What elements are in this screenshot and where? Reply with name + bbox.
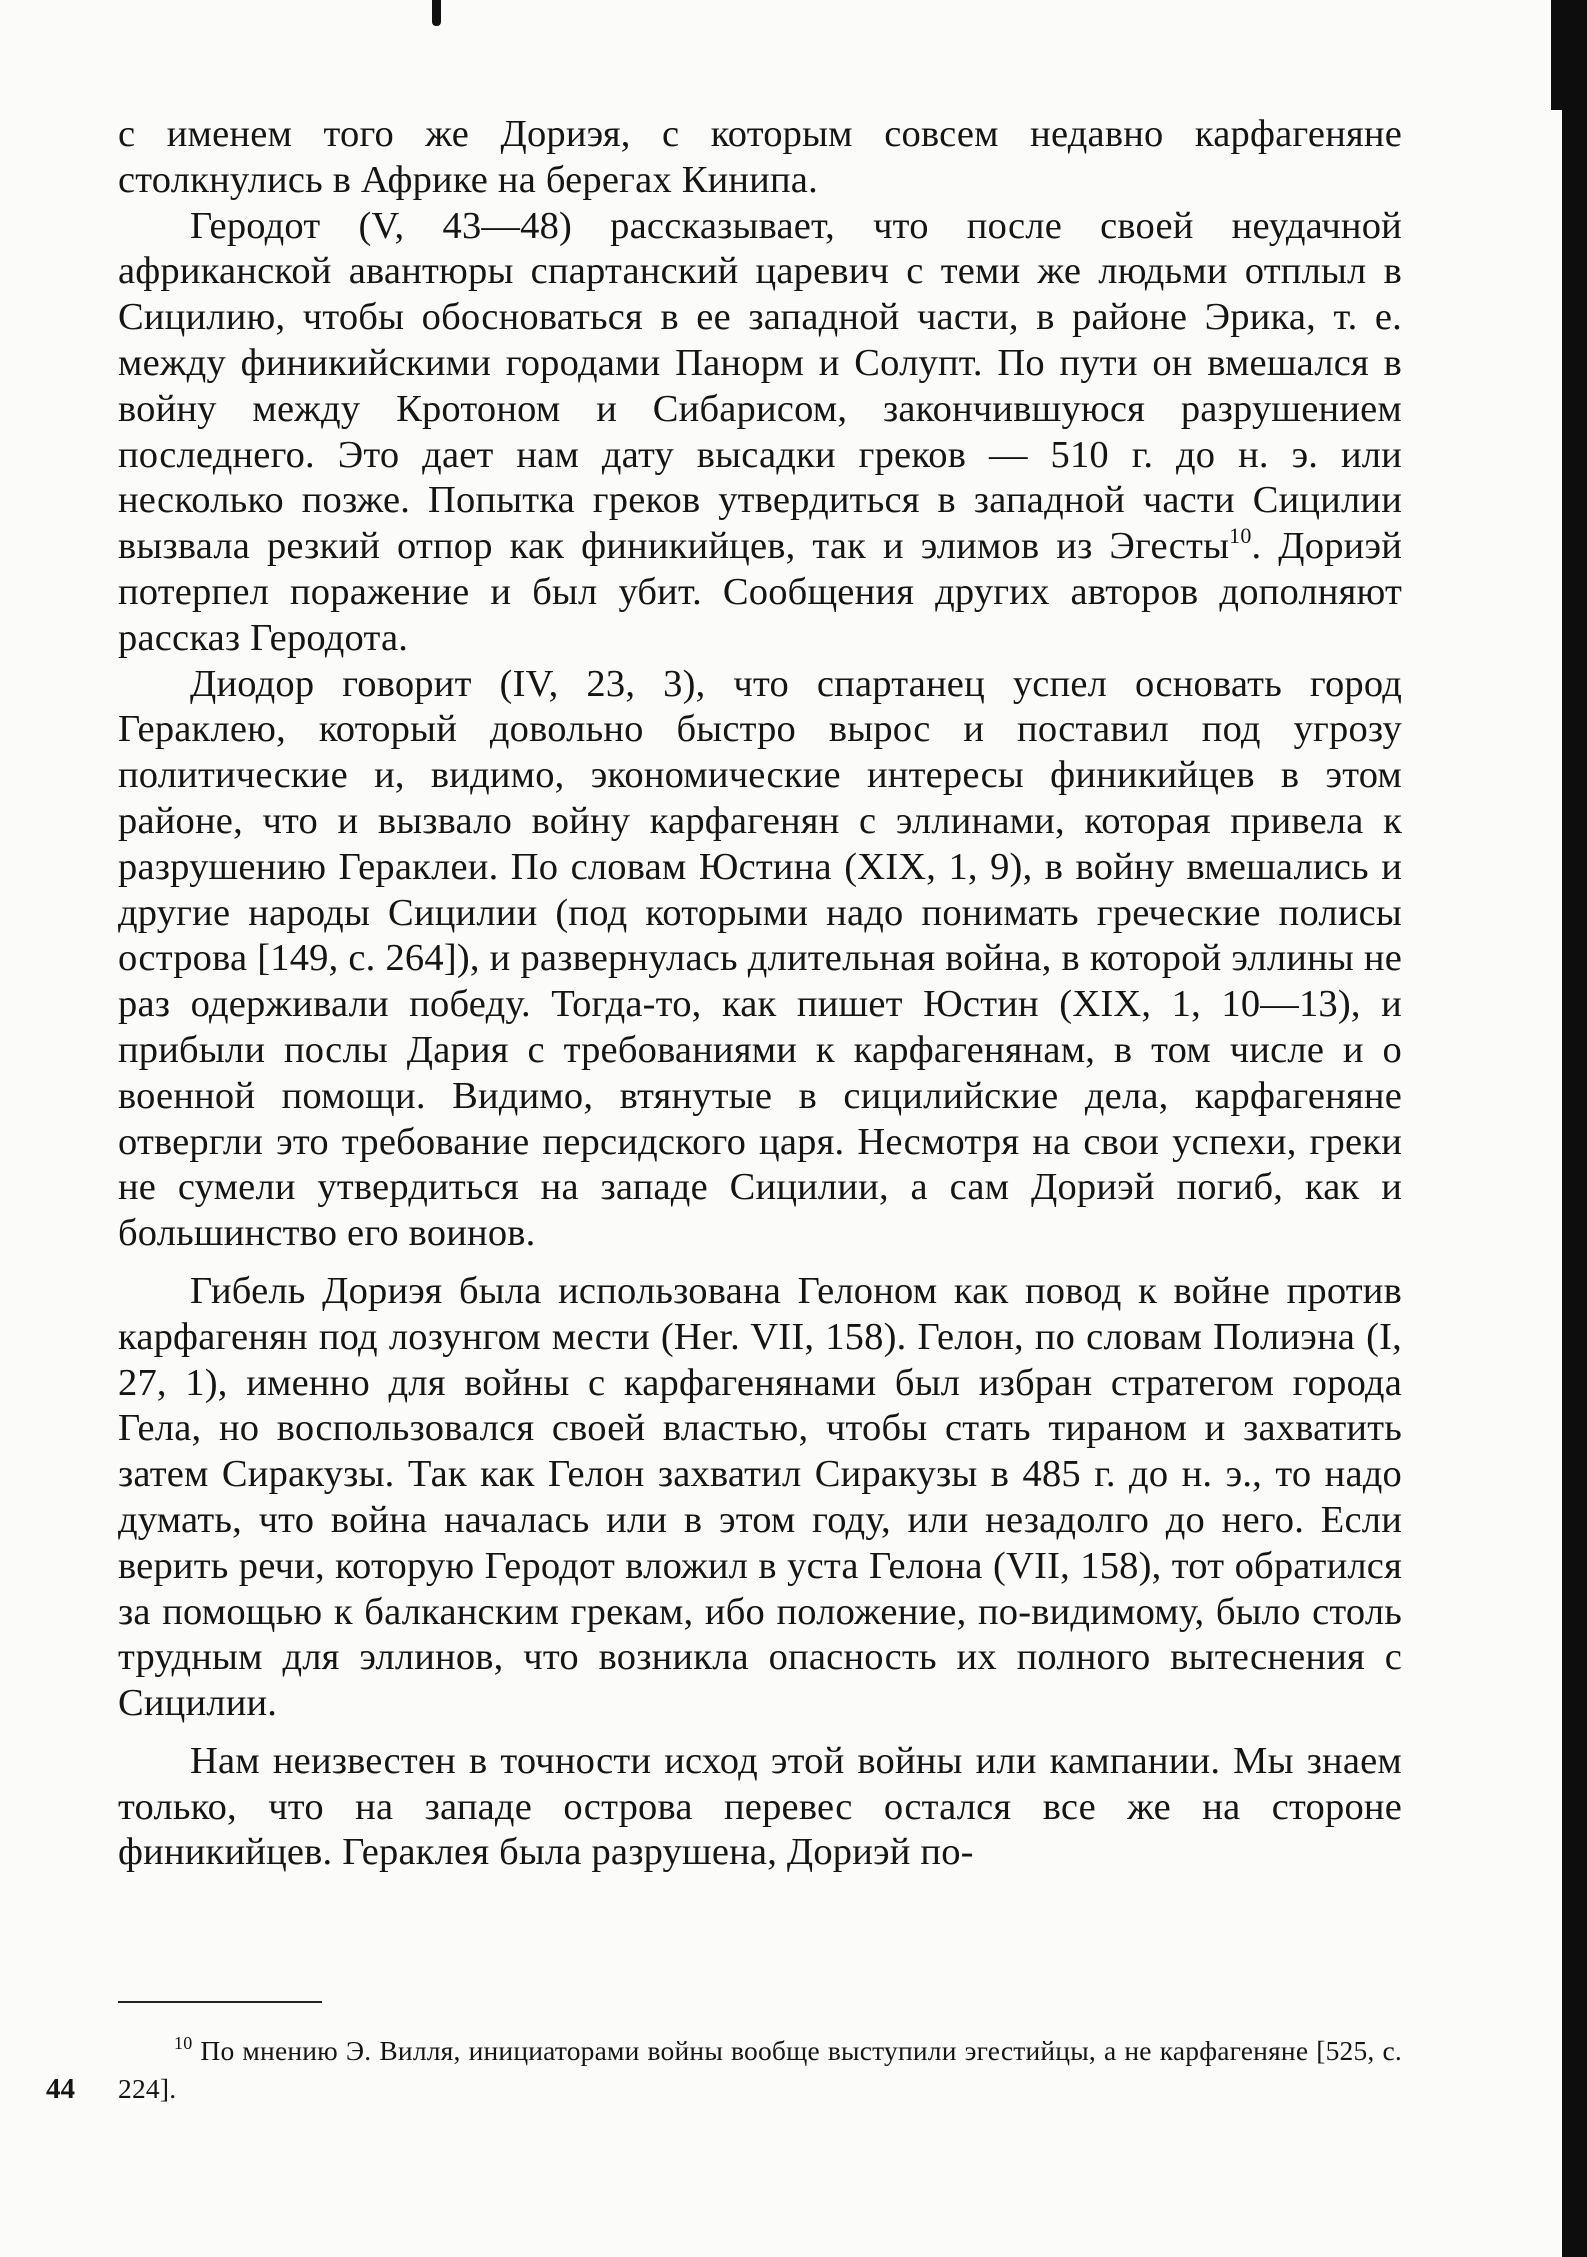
scan-mark	[432, 0, 441, 26]
paragraph-2-text: Геродот (V, 43—48) рассказывает, что после своей неудачной африканской авантюры спартанский царевич с теми же людьми отплыл в Сицилию, чтобы обосноваться в ее западной части, в районе Эрика, т. е. между финикийскими городами Панорм и Солупт. По пути он вмешался в войну между Кротоном и Сибарисом, закончившуюся разрушением последнего. Это дает нам дату высадки греков — 510 г. до н. э. или несколько позже. Попытка греков утвердиться в западной части Сицилии вызвала резкий отпор как финикийцев, так и элимов из Эгесты	[118, 204, 1402, 568]
paragraph-5: Нам неизвестен в точности исход этой войны или кампании. Мы знаем только, что на западе острова перевес остался все же на стороне финикийцев. Гераклея была разрушена, Дориэй по-	[118, 1739, 1402, 1874]
footnote-marker: 10	[174, 2033, 193, 2053]
body-text	[118, 112, 1402, 1876]
footnote-reference: 10	[1229, 523, 1252, 549]
footnote	[118, 2032, 1402, 2108]
paragraph-4: Гибель Дориэя была использована Гелоном как повод к войне против карфагенян под лозунгом мести (Her. VII, 158). Гелон, по словам Полиэна (I, 27, 1), именно для войны с карфагенянами был избран стратегом города Гела, но воспользовался своей властью, чтобы стать тираном и захватить затем Сиракузы. Так как Гелон захватил Сиракузы в 485 г. до н. э., то надо думать, что война началась или в этом году, или незадолго до него. Если верить речи, которую Геродот вложил в уста Гелона (VII, 158), тот обратился за помощью к балканским грекам, ибо положение, по-видимому, было столь трудным для эллинов, что возникла опасность их полного вытеснения с Сицилии.	[118, 1269, 1402, 1725]
page-number: 44	[46, 2073, 75, 2105]
footnote-paragraph	[118, 2032, 1402, 2108]
scan-edge	[1562, 0, 1587, 2257]
footnote-separator	[118, 2001, 322, 2003]
paragraph-1: с именем того же Дориэя, с которым совсем недавно карфагеняне столкнулись в Африке на берегах Кинипа.	[118, 113, 1402, 201]
paragraph-2	[118, 204, 1402, 662]
paragraph-3: Диодор говорит (IV, 23, 3), что спартанец успел основать город Гераклею, который довольно быстро вырос и поставил под угрозу политические и, видимо, экономические интересы финикийцев в этом районе, что и вызвало войну карфагенян с эллинами, которая привела к разрушению Гераклеи. По словам Юстина (XIX, 1, 9), в войну вмешались и другие народы Сицилии (под которыми надо понимать греческие полисы острова [149, с. 264]), и развернулась длительная война, в которой эллины не раз одерживали победу. Тогда-то, как пишет Юстин (XIX, 1, 10—13), и прибыли послы Дария с требованиями к карфагенянам, в том числе и о военной помощи. Видимо, втянутые в сицилийские дела, карфагеняне отвергли это требование персидского царя. Несмотря на свои успехи, греки не сумели утвердиться на западе Сицилии, а сам Дориэй погиб, как и большинство его воинов.	[118, 662, 1402, 1255]
paragraph-2-text-continued: . Дориэй потерпел поражение и был убит. Сообщения других авторов дополняют рассказ Геродота.	[118, 525, 1402, 659]
footnote-text: По мнению Э. Вилля, инициаторами войны вообще выступили эгестийцы, а не карфагеняне [525, с. 224].	[118, 2035, 1402, 2104]
